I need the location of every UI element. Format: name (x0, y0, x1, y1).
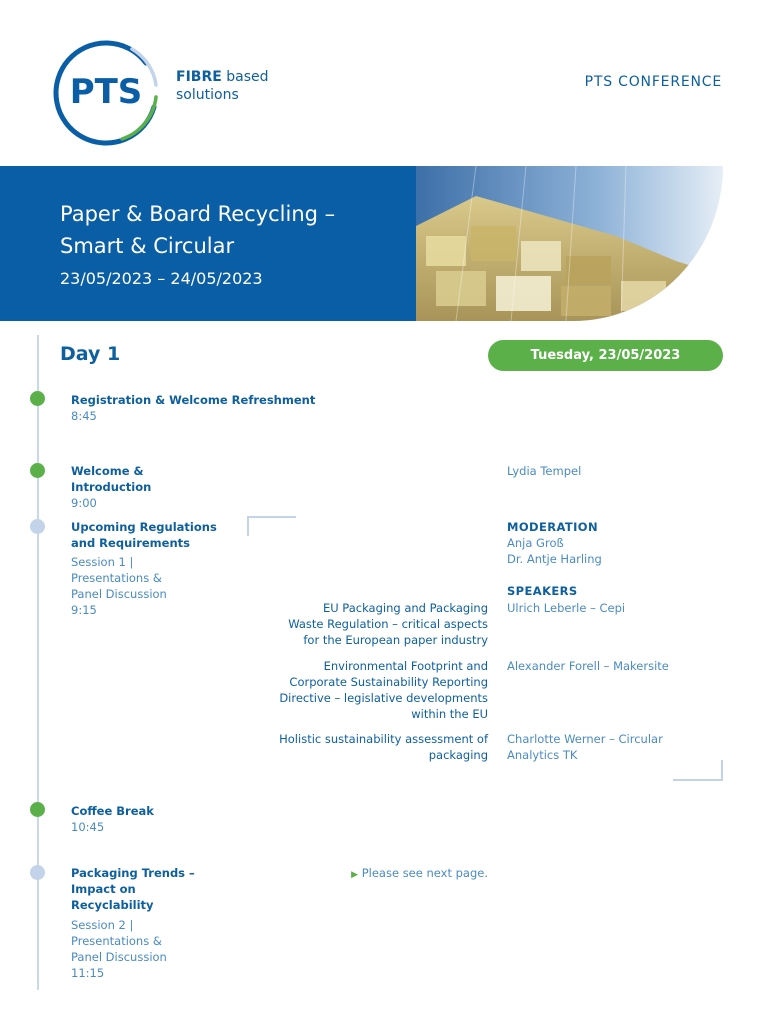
talk-title (279, 658, 488, 722)
event-session2-time: 11:15 (71, 966, 105, 980)
banner-title-line1: Paper & Board Recycling – (60, 202, 336, 226)
tagline-line2: solutions (176, 87, 239, 103)
tagline (176, 68, 269, 104)
event-session2-sub-line: Panel Discussion (71, 950, 167, 964)
talk-speaker-line: Charlotte Werner – Circular (507, 732, 663, 746)
event-session1-subtitle (71, 554, 167, 602)
banner-dates: 23/05/2023 – 24/05/2023 (60, 269, 263, 288)
timeline-dot-session1 (30, 519, 45, 534)
banner (0, 166, 416, 321)
talk-speaker-line: Analytics TK (507, 748, 578, 762)
event-session2-sub-line: Presentations & (71, 934, 162, 948)
timeline-dot-coffee (30, 802, 45, 817)
moderation-label: MODERATION (507, 520, 599, 534)
event-coffee-title: Coffee Break (71, 804, 154, 818)
moderator-name: Anja Groß (507, 536, 564, 550)
event-registration-time: 8:45 (71, 409, 97, 423)
event-welcome-title-line1: Welcome & (71, 464, 144, 478)
timeline-dot-welcome (30, 463, 45, 478)
event-session1-title (71, 519, 217, 551)
event-session1-sub-line1: Session 1 | (71, 555, 134, 569)
event-session2-title-line: Recyclability (71, 898, 154, 912)
talk-speaker (507, 731, 663, 763)
event-registration-title: Registration & Welcome Refreshment (71, 393, 316, 407)
event-session2-title-line: Impact on (71, 882, 136, 896)
talk-title (288, 600, 488, 648)
event-session2-title-line: Packaging Trends – (71, 866, 195, 880)
recycling-photo (416, 166, 723, 321)
talk-title-line: packaging (428, 748, 488, 762)
talk-title-line: Holistic sustainability assessment of (279, 732, 488, 746)
bracket-decoration-top (247, 516, 296, 536)
timeline-dot-registration (30, 391, 45, 406)
talk-title-line: within the EU (411, 707, 488, 721)
talk-speaker: Alexander Forell – Makersite (507, 659, 669, 673)
next-page-text: Please see next page. (361, 866, 488, 880)
event-session1-time: 9:15 (71, 603, 97, 617)
pts-logo (50, 35, 162, 147)
event-session2-sub-line: Session 2 | (71, 918, 134, 932)
conference-label: PTS CONFERENCE (584, 74, 722, 90)
event-session1-sub-line3: Panel Discussion (71, 587, 167, 601)
talk-title-line: Directive – legislative developments (279, 691, 488, 705)
banner-title (60, 198, 335, 262)
day-date-pill: Tuesday, 23/05/2023 (488, 340, 723, 371)
talk-speaker: Ulrich Leberle – Cepi (507, 601, 626, 615)
event-session2-subtitle (71, 917, 167, 965)
talk-title-line: EU Packaging and Packaging (322, 601, 488, 615)
talk-title-line: Waste Regulation – critical aspects (288, 617, 488, 631)
timeline-dot-session2 (30, 865, 45, 880)
event-session1-title-line2: and Requirements (71, 536, 190, 550)
day-title: Day 1 (60, 343, 121, 365)
event-welcome-speaker: Lydia Tempel (507, 464, 582, 478)
banner-title-line2: Smart & Circular (60, 234, 235, 258)
event-session1-sub-line2: Presentations & (71, 571, 162, 585)
play-arrow-icon: ▶ (351, 870, 359, 880)
next-page-note (351, 865, 488, 883)
speakers-label: SPEAKERS (507, 584, 578, 598)
logo-text: PTS (69, 72, 143, 112)
bracket-decoration-bottom (673, 760, 723, 781)
moderator-name: Dr. Antje Harling (507, 552, 602, 566)
tagline-bold: FIBRE (176, 69, 222, 85)
talk-title (279, 731, 488, 763)
event-session1-title-line1: Upcoming Regulations (71, 520, 217, 534)
event-coffee-time: 10:45 (71, 820, 105, 834)
timeline-line (37, 335, 39, 990)
talk-title-line: Environmental Footprint and (323, 659, 488, 673)
event-welcome-title (71, 463, 151, 495)
event-session2-title (71, 865, 195, 913)
event-welcome-title-line2: Introduction (71, 480, 152, 494)
talk-title-line: for the European paper industry (303, 633, 488, 647)
talk-title-line: Corporate Sustainability Reporting (289, 675, 488, 689)
event-welcome-time: 9:00 (71, 496, 97, 510)
tagline-rest: based (221, 69, 269, 85)
